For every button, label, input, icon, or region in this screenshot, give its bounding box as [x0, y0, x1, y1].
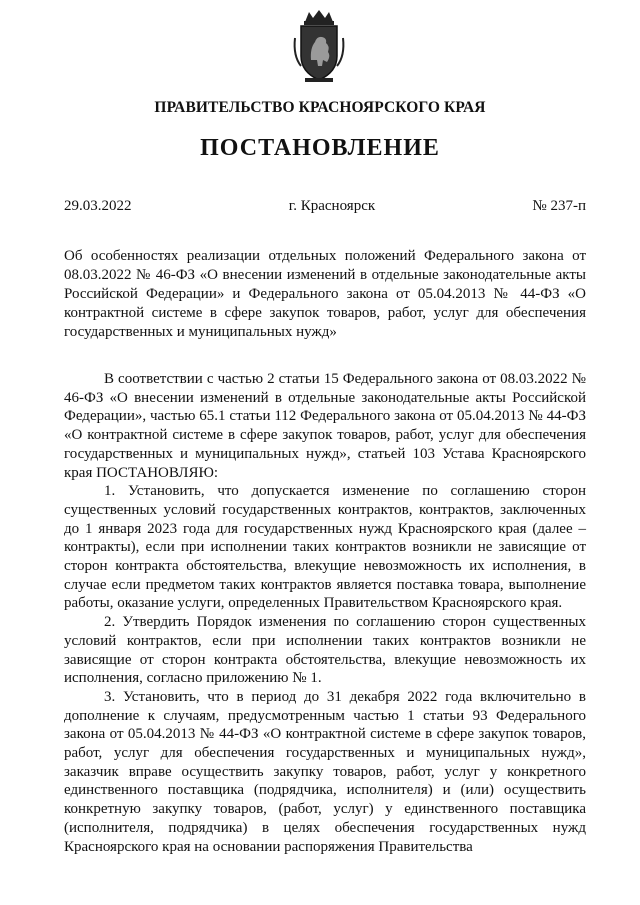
paragraph-item-1: 1. Установить, что допускается изменение по соглашению сторон существенных условий государственных контрактов, контрактов, заключенных до 1 января 2023 года для государственных нужд Красноярского края (далее – контракты), если при исполнении таких контрактов возникли не зависящие от сторон контракта обстоятельства, влекущие невозможность их исполнения, в случае если предметом таких контрактов является поставка товара, выполнение работы, оказание услуги, определенных Правительством Красноярского края.	[64, 483, 586, 612]
document-date: 29.03.2022	[64, 198, 132, 214]
krasnoyarsk-coat-of-arms-icon	[291, 8, 347, 86]
paragraph-item-2: 2. Утвердить Порядок изменения по соглашению сторон существенных условий контрактов, если при исполнении таких контрактов возникли не зависящие от сторон контракта обстоятельства, влекущие невозможность их исполнения, согласно приложению № 1.	[64, 614, 586, 687]
document-city: г. Красноярск	[288, 198, 376, 214]
paragraph-preamble: В соответствии с частью 2 статьи 15 Федерального закона от 08.03.2022 № 46-ФЗ «О внесении изменений в отдельные законодательные акты Российской Федерации», частью 65.1 статьи 112 Федерального закона от 05.04.2013 № 44-ФЗ «О контрактной системе в сфере закупок товаров, работ, услуг для обеспечения государственных и муниципальных нужд», статьей 103 Устава Красноярского края ПОСТАНОВЛЯЮ:	[64, 371, 586, 481]
document-meta	[64, 198, 586, 218]
document-subject: Об особенностях реализации отдельных положений Федерального закона от 08.03.2022 № 46-ФЗ «О внесении изменений в отдельные законодательные акты Российской Федерации» и Федерального закона от 05.04.2013 № 44-ФЗ «О контрактной системе в сфере закупок товаров, работ, услуг для обеспечения государственных и муниципальных нужд»	[64, 248, 586, 340]
document-body	[64, 370, 586, 856]
document-number: № 237-п	[532, 198, 586, 214]
paragraph-item-3: 3. Установить, что в период до 31 декабря 2022 года включительно в дополнение к случаям, предусмотренным частью 1 статьи 93 Федерального закона от 05.04.2013 № 44-ФЗ «О контрактной системе в сфере закупок товаров, работ, услуг для обеспечения государственных и муниципальных нужд», заказчик вправе осуществить закупку товаров, работ, услуг у конкретного единственного поставщика (подрядчика, исполнителя) и (или) осуществить конкретную закупку товаров, (работ, услуг) у единственного поставщика (исполнителя, подрядчика) в целях обеспечения государственных нужд Красноярского края на основании распоряжения Правительства	[64, 688, 586, 855]
document-type: ПОСТАНОВЛЕНИЕ	[200, 135, 440, 161]
government-name: ПРАВИТЕЛЬСТВО КРАСНОЯРСКОГО КРАЯ	[154, 99, 486, 116]
